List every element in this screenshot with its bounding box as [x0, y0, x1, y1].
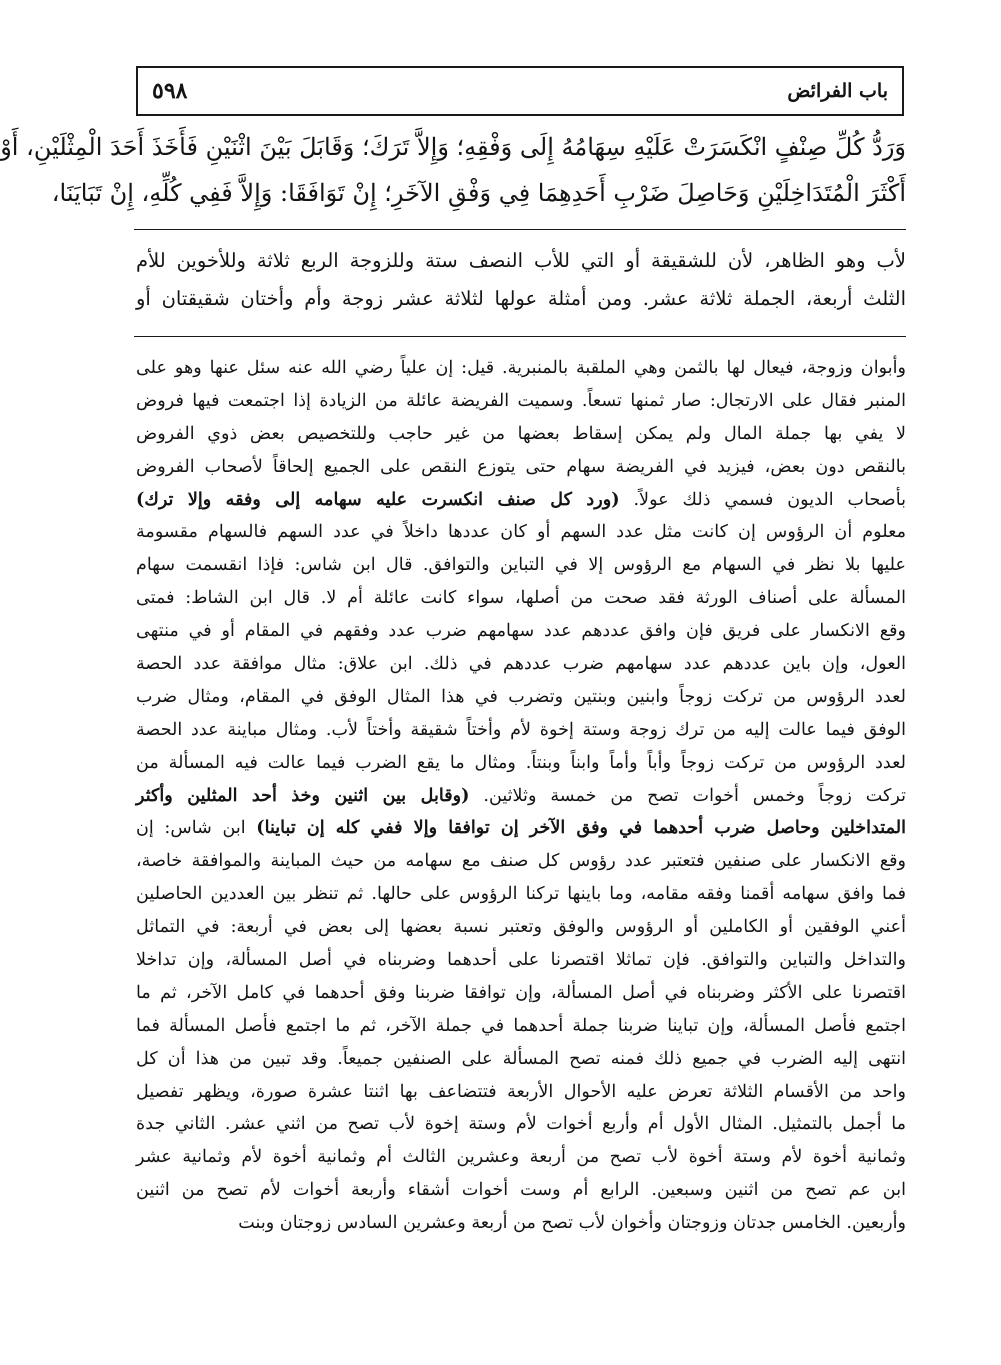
commentary-line: وأربعين. الخامس جدتان وزوجتان وأخوان لأب تصح من أربعة وعشرين السادس زوجتان وبنت [238, 1213, 906, 1234]
commentary-line: عليها بلا نظر في السهام مع الرؤوس إلا في التباين والتوافق. قال ابن شاس: فإذا انقسمت سهام [136, 555, 906, 576]
commentary-line: لا يفي بها جملة المال ولم يمكن إسقاط بعضها من غير حاجب وللتخصيص بعض ذوي الفروض [136, 423, 906, 444]
page-number: ٥٩٨ [152, 78, 188, 104]
commentary-main [136, 352, 906, 1240]
commentary-line: اقتصرنا على الأكثر وضربناه في أصل المسألة، وإن توافقا ضربنا وفق أحدهما في كامل الآخر، ثم ما [136, 982, 906, 1003]
commentary-line: لعدد الرؤوس من تركت زوجاً وأباً وأماً وابناً وبنتاً. ومثال ما يقع الضرب فيما عالت فيه المسألة من [136, 752, 906, 773]
commentary-line: ابن عم تصح من اثنين وسبعين. الرابع أم وست أخوات أشقاء وأربعة أخوات لأم تصح من اثنين [136, 1180, 906, 1201]
base-text-line: وَرَدُّ كُلِّ صِنْفٍ انْكَسَرَتْ عَلَيْهِ سِهَامُهُ إِلَى وَفْقِهِ؛ وَإِلاَّ تَرَكَ؛ وَقَابَلَ بَيْنَ اثْنَيْنِ فَأَخَذَ أَحَدَ الْمِثْلَيْنِ، أَوْ [0, 133, 906, 161]
commentary-line: معلوم أن الرؤوس إن كانت مثل عدد السهم أو كان عددها داخلاً في عدد السهم فالسهام مقسومة [136, 522, 906, 543]
commentary-line: واحد من الأقسام الثلاثة تعرض عليه الأحوال الأربعة فتتضاعف بها اثنتا عشرة صورة، ويظهر تفصيل [136, 1081, 906, 1102]
commentary-top [136, 242, 906, 318]
commentary-line: لأب وهو الظاهر، لأن للشقيقة أو التي للأب النصف ستة وللزوجة الربع ثلاثة وللأخوين للأم [136, 249, 906, 272]
chapter-title: باب الفرائض [787, 80, 888, 102]
base-text-line: أَكْثَرَ الْمُتَدَاخِلَيْنِ وَحَاصِلَ ضَرْبِ أَحَدِهِمَا فِي وَفْقِ الآخَرِ؛ إِنْ تَوَافَقَا: وَإِلاَّ فَفِي كُلِّهِ، إِنْ تَبَايَنَا، [51, 179, 906, 207]
commentary-line: المتداخلين وحاصل ضرب أحدهما في وفق الآخر إن توافقا وإلا ففي كله إن تباينا) ابن شاس: إن [136, 817, 906, 839]
commentary-line: الوفق فيما عالت إليه من ترك زوجة وستة إخوة لأم وأختاً شقيقة وأختاً لأب. ومثال مباينة عدد الحصة [136, 719, 906, 740]
commentary-line: المنبر فقال على الارتجال: صار ثمنها تسعاً. وسميت الفريضة عائلة من الزيادة إذا اجتمعت فيها فروض [136, 390, 906, 411]
commentary-line: لعدد الرؤوس من تركت زوجاً وابنين وبنتين وتضرب في هذا المثال الوفق في المقام، ومثال ضرب [136, 686, 906, 707]
commentary-line: ما أجمل بالتمثيل. المثال الأول أم وأربع أخوات لأم وستة إخوة لأب تصح من اثني عشر. الثاني جدة [136, 1114, 906, 1135]
divider-rule [134, 336, 906, 337]
base-text [0, 124, 906, 216]
commentary-line: المسألة على أصناف الورثة فقد صحت من أصلها، سواء كانت عائلة أم لا. قال ابن الشاط: فمتى [136, 588, 906, 609]
commentary-line: وقع الانكسار على فريق فإن وافق عددهم عدد سهامهم ضرب عدد وفقهم في المقام أو في منتهى [136, 621, 906, 642]
commentary-line: وأبوان وزوجة، فيعال لها بالثمن وهي الملقبة بالمنبرية. قيل: إن علياً رضي الله عنه سئل عنها وهو على [136, 358, 906, 378]
commentary-line: وقع الانكسار على صنفين فتعتبر عدد رؤوس كل صنف مع سهامه من حيث المباينة والموافقة خاصة، [136, 851, 906, 872]
commentary-line: اجتمع فأصل المسألة، وإن تباينا ضربنا جملة أحدهما في جملة الآخر، ثم ما اجتمع فأصل المسألة فما [136, 1015, 906, 1036]
commentary-line: انتهى إليه الضرب في جميع ذلك فمنه تصح المسألة على الصنفين جميعاً. وقد تبين من هذا أن كل [136, 1048, 906, 1069]
commentary-line: تركت زوجاً وخمس أخوات تصح من خمسة وثلاثين. (وقابل بين اثنين وخذ أحد المثلين وأكثر [136, 784, 906, 806]
commentary-line: أعني الوفقين أو الكاملين أو الرؤوس والوفق وتعتبر نسبة بعضها إلى بعض في أربعة: في التماثل [136, 917, 906, 938]
page-header [136, 66, 904, 116]
commentary-line: فما وافق سهامه أقمنا وفقه مقامه، وما باينها تركنا الرؤوس على حالها. ثم تنظر بين العددين الحاصلين [136, 884, 906, 905]
commentary-line: بأصحاب الديون فسمي ذلك عولاً. (ورد كل صنف انكسرت عليه سهامه إلى وفقه وإلا ترك) [136, 488, 906, 510]
commentary-line: والتداخل والتباين والتوافق. فإن تماثلا اقتصرنا على أحدهما وضربناه في أصل المسألة، وإن تداخلا [136, 950, 906, 971]
commentary-line: الثلث أربعة، الجملة ثلاثة عشر. ومن أمثلة عولها لثلاثة عشر زوجة وأم وأختان شقيقتان أو [136, 287, 906, 310]
commentary-line: وثمانية أخوة لأم وستة أخوة لأب تصح من أربعة وعشرين الثالث أم وثمانية أخوة لأم وثمانية عشر [136, 1147, 906, 1168]
commentary-line: بالنقص دون بعض، فيزيد في الفريضة سهام حتى يتوزع النقص على الجميع إلحاقاً لأصحاب الفروض [136, 456, 906, 477]
divider-rule [134, 229, 906, 230]
commentary-line: العول، وإن باين عددهم عدد سهامهم ضرب عددهم في ذلك. ابن علاق: مثال موافقة عدد الحصة [136, 654, 906, 675]
